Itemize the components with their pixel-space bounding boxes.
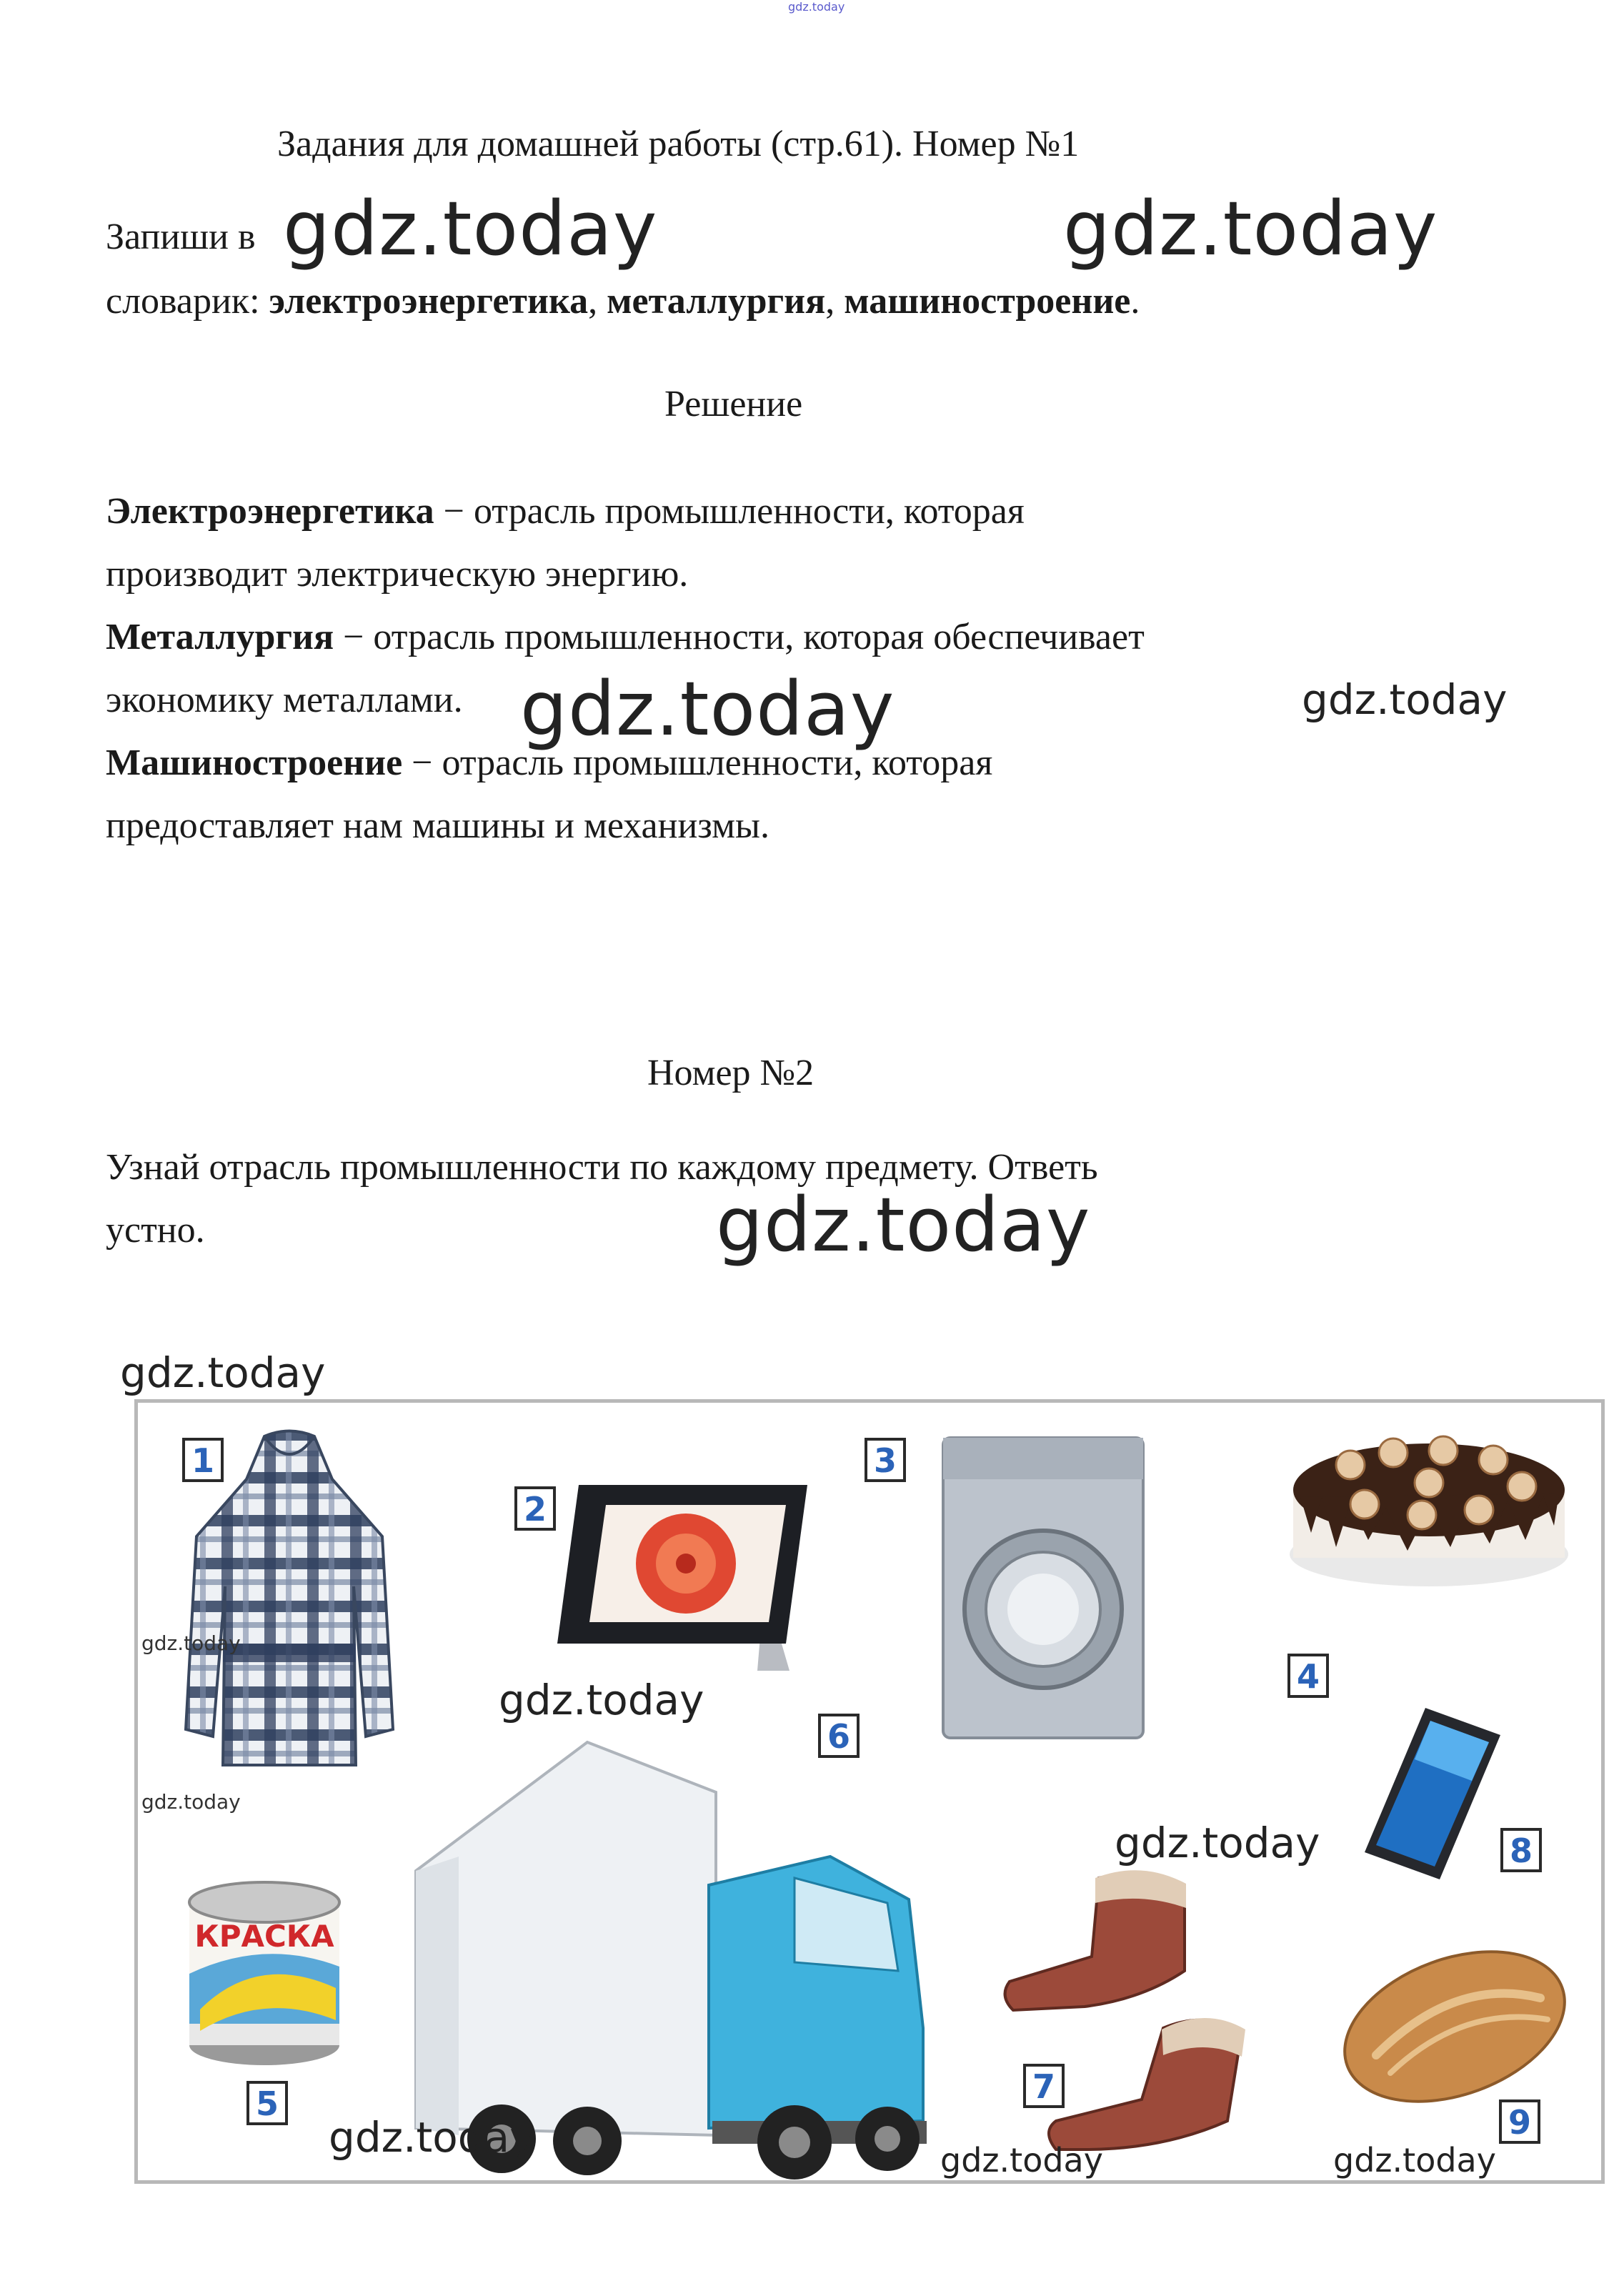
item-number-3: 3 <box>865 1438 906 1482</box>
watermark: gdz.today <box>283 185 658 272</box>
definition-1-text: − отрасль промышленности, которая <box>434 491 1025 532</box>
definition-1-term: Электроэнергетика <box>106 491 434 532</box>
paint-can-icon <box>179 1867 350 2074</box>
term-end: . <box>1130 281 1140 322</box>
watermark: gdz.today <box>329 2113 534 2162</box>
term-electro: электроэнергетика <box>269 281 589 322</box>
watermark: gdz.today <box>1302 675 1508 724</box>
cake-icon <box>1279 1426 1579 1597</box>
watermark: gdz.today <box>1063 185 1438 272</box>
task1-prompt-start: Запиши в <box>106 217 256 257</box>
definition-1 <box>106 493 1025 530</box>
definition-3-text: − отрасль промышленности, которая <box>402 742 993 783</box>
term-machinery: машиностроение <box>844 281 1131 322</box>
definition-1-line2: производит электрическую энергию. <box>106 554 689 595</box>
item-number-7: 7 <box>1023 2064 1065 2108</box>
watermark: gdz.today <box>1115 1819 1320 1867</box>
solution-heading: Решение <box>664 384 803 424</box>
definition-3-term: Машиностроение <box>106 742 403 783</box>
top-watermark: gdz.today <box>788 0 845 14</box>
truck-icon <box>394 1735 959 2178</box>
boots-icon <box>999 1864 1306 2164</box>
definition-3 <box>106 742 993 783</box>
paint-can-label: КРАСКА <box>194 1919 334 1954</box>
definition-3-line2: предоставляет нам машины и механизмы. <box>106 805 769 846</box>
task2-heading: Номер №2 <box>647 1053 815 1093</box>
watermark: gdz.today <box>141 1790 241 1814</box>
term-separator: , <box>588 281 607 322</box>
item-number-2: 2 <box>514 1486 556 1531</box>
tablet-icon <box>550 1478 815 1678</box>
term-metallurgy: металлургия <box>607 281 826 322</box>
smartphone-icon <box>1358 1701 1515 1887</box>
item-number-6: 6 <box>818 1714 860 1758</box>
watermark: gdz.today <box>520 665 895 752</box>
item-number-4: 4 <box>1287 1654 1329 1698</box>
item-number-5: 5 <box>246 2081 288 2125</box>
watermark: gdz.today <box>499 1676 704 1724</box>
watermark: gdz.today <box>1333 2141 1496 2180</box>
task1-prompt-line2-start: словарик: <box>106 281 269 322</box>
task2-line2: устно. <box>106 1210 205 1251</box>
coat-icon <box>179 1429 400 1801</box>
task1-heading: Задания для домашней работы (стр.61). Номер №1 <box>277 124 1080 164</box>
definition-2-term: Металлургия <box>106 617 334 657</box>
bread-icon <box>1333 1948 1576 2105</box>
watermark: gdz.today <box>120 1348 326 1397</box>
watermark: gdz.today <box>940 2141 1103 2180</box>
watermark: gdz.today <box>141 1631 241 1655</box>
item-number-9: 9 <box>1499 2099 1540 2144</box>
term-separator: , <box>825 281 845 322</box>
washing-machine-icon <box>936 1431 1150 1745</box>
definition-2-text: − отрасль промышленности, которая обеспечивает <box>334 617 1145 657</box>
watermark: gdz.today <box>716 1181 1091 1268</box>
task1-prompt-line2 <box>106 283 1140 320</box>
definition-2-line2: экономику металлами. <box>106 680 463 720</box>
item-number-1: 1 <box>182 1438 224 1482</box>
definition-2 <box>106 619 1145 656</box>
task2-line1: Узнай отрасль промышленности по каждому предмету. Ответь <box>106 1147 1098 1188</box>
item-number-8: 8 <box>1500 1828 1542 1872</box>
